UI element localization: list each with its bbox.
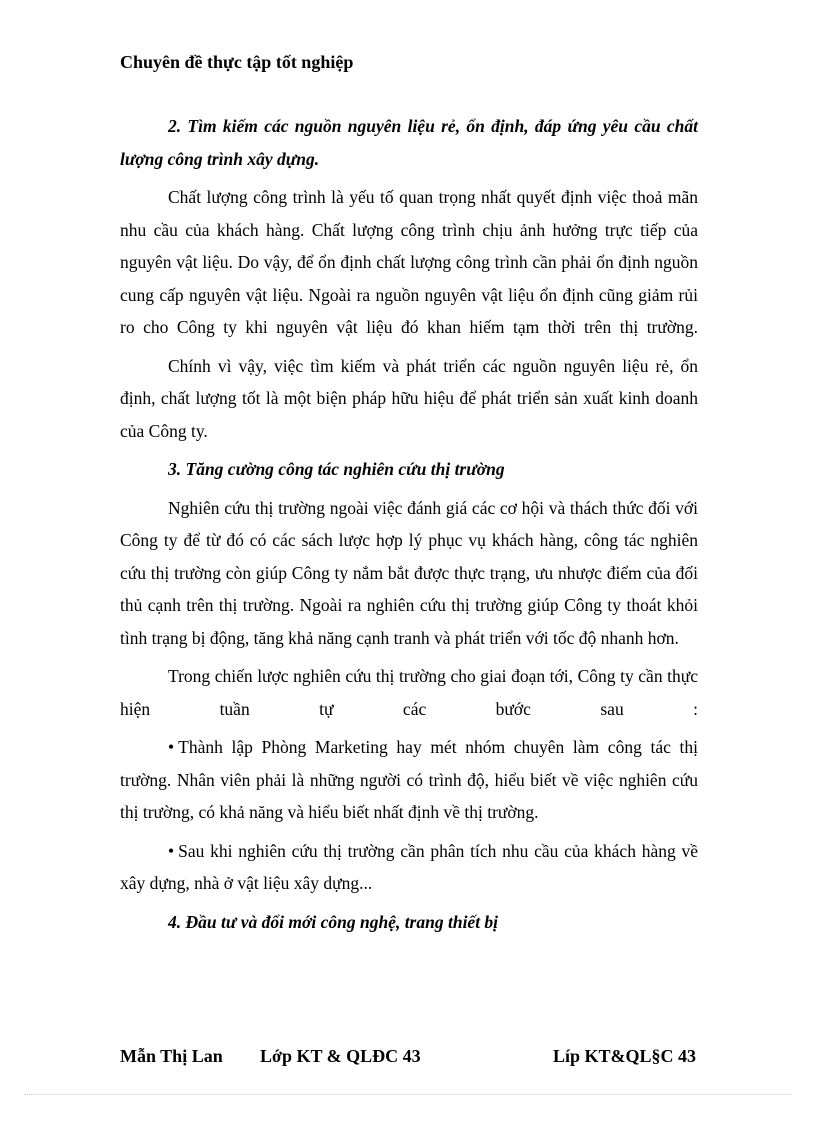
- footer-author: Mẫn Thị Lan: [120, 1046, 223, 1066]
- document-body: [120, 110, 698, 944]
- section-3-paragraph-1: Nghiên cứu thị trường ngoài việc đánh giá các cơ hội và thách thức đối với Công ty để từ đó có các sách lược hợp lý phục vụ khách hàng, công tác nghiên cứu thị trường còn giúp Công ty nắm bắt được thực trạng, ưu nhược điểm của đối thủ cạnh trên thị trường. Ngoài ra nghiên cứu thị trường giúp Công ty thoát khỏi tình trạng bị động, tăng khả năng cạnh tranh và phát triển với tốc độ nhanh hơn.: [120, 497, 698, 648]
- bullet-item-2: [120, 835, 698, 900]
- section-3-paragraph-2: Trong chiến lược nghiên cứu thị trường cho giai đoạn tới, Công ty cần thực hiện tuần tự các bước sau :: [120, 666, 698, 719]
- bullet-icon: •: [168, 737, 175, 757]
- section-2-heading: 2. Tìm kiếm các nguồn nguyên liệu rẻ, ổn định, đáp ứng yêu cầu chất lượng công trình xây dựng.: [120, 116, 698, 169]
- page-bottom-divider: [24, 1094, 792, 1095]
- bullet-item-1-text: Thành lập Phòng Marketing hay mét nhóm chuyên làm công tác thị trường. Nhân viên phải là những người có trình độ, hiểu biết về việc nghiên cứu thị trường, có khả năng và hiểu biết nhất định về thị trường.: [120, 737, 698, 822]
- page-header-title: Chuyên đề thực tập tốt nghiệp: [120, 52, 354, 72]
- footer-class-label-alt: Líp KT&QL§C 43: [552, 1046, 696, 1066]
- bullet-item-2-text: Sau khi nghiên cứu thị trường cần phân tích nhu cầu của khách hàng về xây dựng, nhà ở vật liệu xây dựng...: [120, 840, 698, 893]
- section-3-heading: 3. Tăng cường công tác nghiên cứu thị trường: [168, 459, 505, 479]
- section-4-heading: 4. Đầu tư và đổi mới công nghệ, trang thiết bị: [168, 911, 499, 932]
- section-2-paragraph-2: Chính vì vậy, việc tìm kiếm và phát triển các nguồn nguyên liệu rẻ, ổn định, chất lượng tốt là một biện pháp hữu hiệu để phát triển sản xuất kinh doanh của Công ty.: [120, 355, 698, 441]
- bullet-item-1: [120, 731, 698, 829]
- bullet-icon: •: [168, 840, 175, 861]
- footer-class-label: Lớp KT & QLĐC 43: [260, 1046, 421, 1066]
- section-2-paragraph-1: Chất lượng công trình là yếu tố quan trọng nhất quyết định việc thoả mãn nhu cầu của khách hàng. Chất lượng công trình chịu ảnh hưởng trực tiếp của nguyên vật liệu. Do vậy, để ổn định chất lượng công trình cần phải ổn định nguồn cung cấp nguyên vật liệu. Ngoài ra nguồn nguyên vật liệu ổn định cũng giảm rủi ro cho Công ty khi nguyên vật liệu đó khan hiếm tạm thời trên thị trường.: [120, 187, 698, 337]
